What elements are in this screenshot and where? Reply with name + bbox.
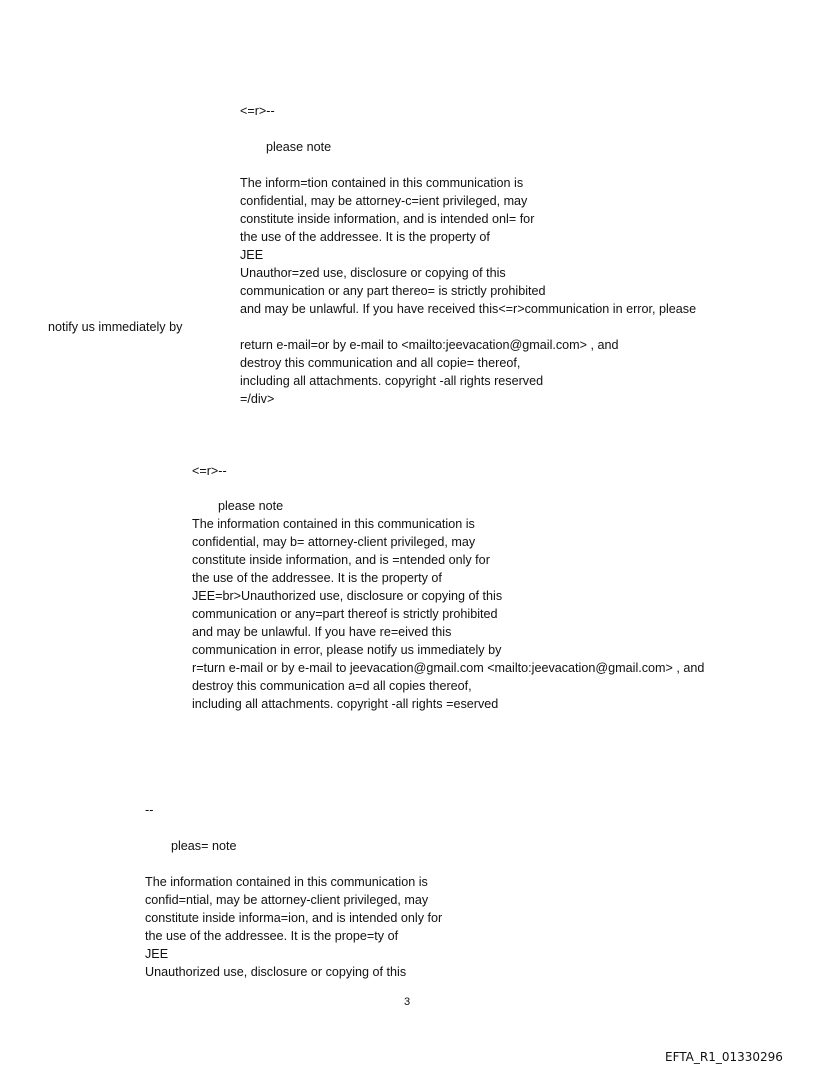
text-line: JEE: [145, 947, 169, 961]
text-line: Unauthor=zed use, disclosure or copying of this: [240, 266, 506, 280]
text-line: constitute inside information, and is intended onl= for: [240, 212, 535, 226]
text-line: the use of the addressee. It is the prope=ty of: [145, 929, 399, 943]
text-line: constitute inside informa=ion, and is intended only for: [145, 911, 443, 925]
text-line: return e-mail=or by e-mail to <mailto:jeevacation@gmail.com> , and: [240, 338, 619, 352]
text-line: confidential, may b= attorney-client privileged, may: [192, 535, 476, 549]
text-line: =/div>: [240, 392, 275, 406]
text-line: Unauthorized use, disclosure or copying of this: [145, 965, 407, 979]
document-id-footer: EFTA_R1_01330296: [665, 1050, 783, 1064]
text-line: The information contained in this communication is: [192, 517, 475, 531]
text-line: including all attachments. copyright -all rights reserved: [240, 374, 544, 388]
text-line: destroy this communication a=d all copies thereof,: [192, 679, 472, 693]
text-line: destroy this communication and all copie= thereof,: [240, 356, 521, 370]
text-line: The inform=tion contained in this communication is: [240, 176, 524, 190]
text-line: notify us immediately by: [48, 320, 183, 334]
text-line: r=turn e-mail or by e-mail to jeevacation@gmail.com <mailto:jeevacation@gmail.com> , and: [192, 661, 705, 675]
text-line: confid=ntial, may be attorney-client privileged, may: [145, 893, 429, 907]
text-line: JEE: [240, 248, 264, 262]
text-line: JEE=br>Unauthorized use, disclosure or copying of this: [192, 589, 503, 603]
text-line: communication or any=part thereof is strictly prohibited: [192, 607, 498, 621]
text-line: pleas= note: [171, 839, 237, 853]
text-line: --: [145, 803, 154, 817]
text-line: please note: [266, 140, 332, 154]
text-line: communication in error, please notify us immediately by: [192, 643, 502, 657]
text-line: the use of the addressee. It is the property of: [240, 230, 490, 244]
text-line: confidential, may be attorney-c=ient privileged, may: [240, 194, 528, 208]
text-line: including all attachments. copyright -all rights =eserved: [192, 697, 499, 711]
text-line: and may be unlawful. If you have received this<=r>communication in error, please: [240, 302, 697, 316]
text-line: constitute inside information, and is =ntended only for: [192, 553, 490, 567]
text-line: <=r>--: [240, 104, 275, 118]
text-line: the use of the addressee. It is the property of: [192, 571, 442, 585]
text-line: communication or any part thereo= is strictly prohibited: [240, 284, 546, 298]
text-line: <=r>--: [192, 464, 227, 478]
text-line: please note: [218, 499, 284, 513]
page-number: 3: [404, 996, 411, 1008]
text-line: The information contained in this communication is: [145, 875, 428, 889]
text-line: and may be unlawful. If you have re=eived this: [192, 625, 452, 639]
